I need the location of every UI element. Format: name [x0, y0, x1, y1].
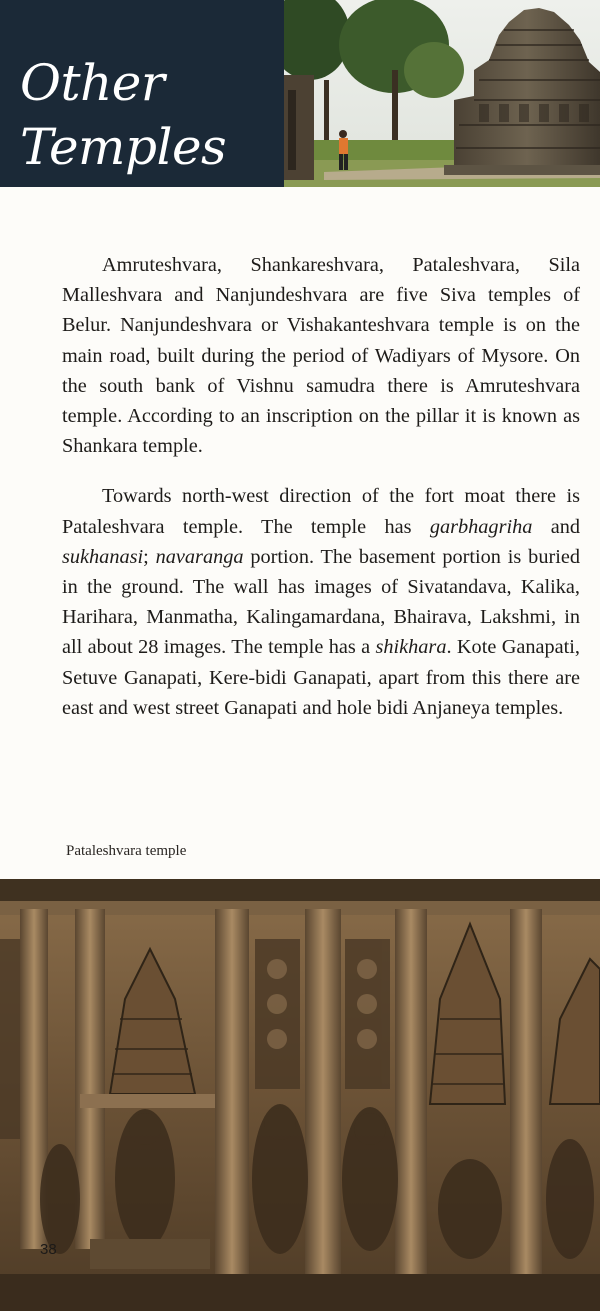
term-navaranga: navaranga	[155, 545, 244, 568]
paragraph-2-text: portion. The basement portion is buried in the ground. The wall has images of Sivatandava, Kalika, Harihara, Manmatha, Kalingamardana, Bhairava, Lakshmi, in all about 28 images. The temple has a	[62, 545, 580, 659]
term-sukhanasi: sukhanasi	[62, 545, 144, 568]
paragraph-2-text: ;	[143, 545, 156, 568]
temple-header-photo	[284, 0, 600, 187]
body-text	[62, 250, 580, 723]
chapter-title-line-2: Temples	[20, 118, 227, 176]
term-garbhagriha: garbhagriha	[429, 515, 533, 538]
paragraph-2-text: . Kote Ganapati, Setuve Ganapati, Kere-bidi Ganapati, apart from this there are east and west street Ganapati and hole bidi Anjaneya temples.	[62, 636, 580, 719]
paragraph-2-text: and	[532, 515, 580, 538]
pataleshvara-temple-photo	[0, 879, 600, 1311]
page-number: 38	[40, 1241, 57, 1258]
chapter-title-line-1: Other	[20, 54, 165, 112]
term-shikhara: shikhara	[375, 636, 447, 659]
paragraph-2-text: Towards north-west direction of the fort moat there is Pataleshvara temple. The temple has	[62, 485, 580, 538]
paragraph-1: Amruteshvara, Shankareshvara, Pataleshvara, Sila Malleshvara and Nanjundeshvara are five Siva temples of Belur. Nanjundeshvara or Vishakanteshvara temple is on the main road, built during the period of Wadiyars of Mysore. On the south bank of Vishnu samudra there is Amruteshvara temple. According to an inscription on the pillar it is known as Shankara temple.	[62, 254, 580, 458]
photo-caption: Pataleshvara temple	[66, 843, 187, 859]
chapter-header	[0, 0, 600, 187]
paragraph-2	[62, 481, 580, 723]
title-panel	[0, 0, 284, 187]
